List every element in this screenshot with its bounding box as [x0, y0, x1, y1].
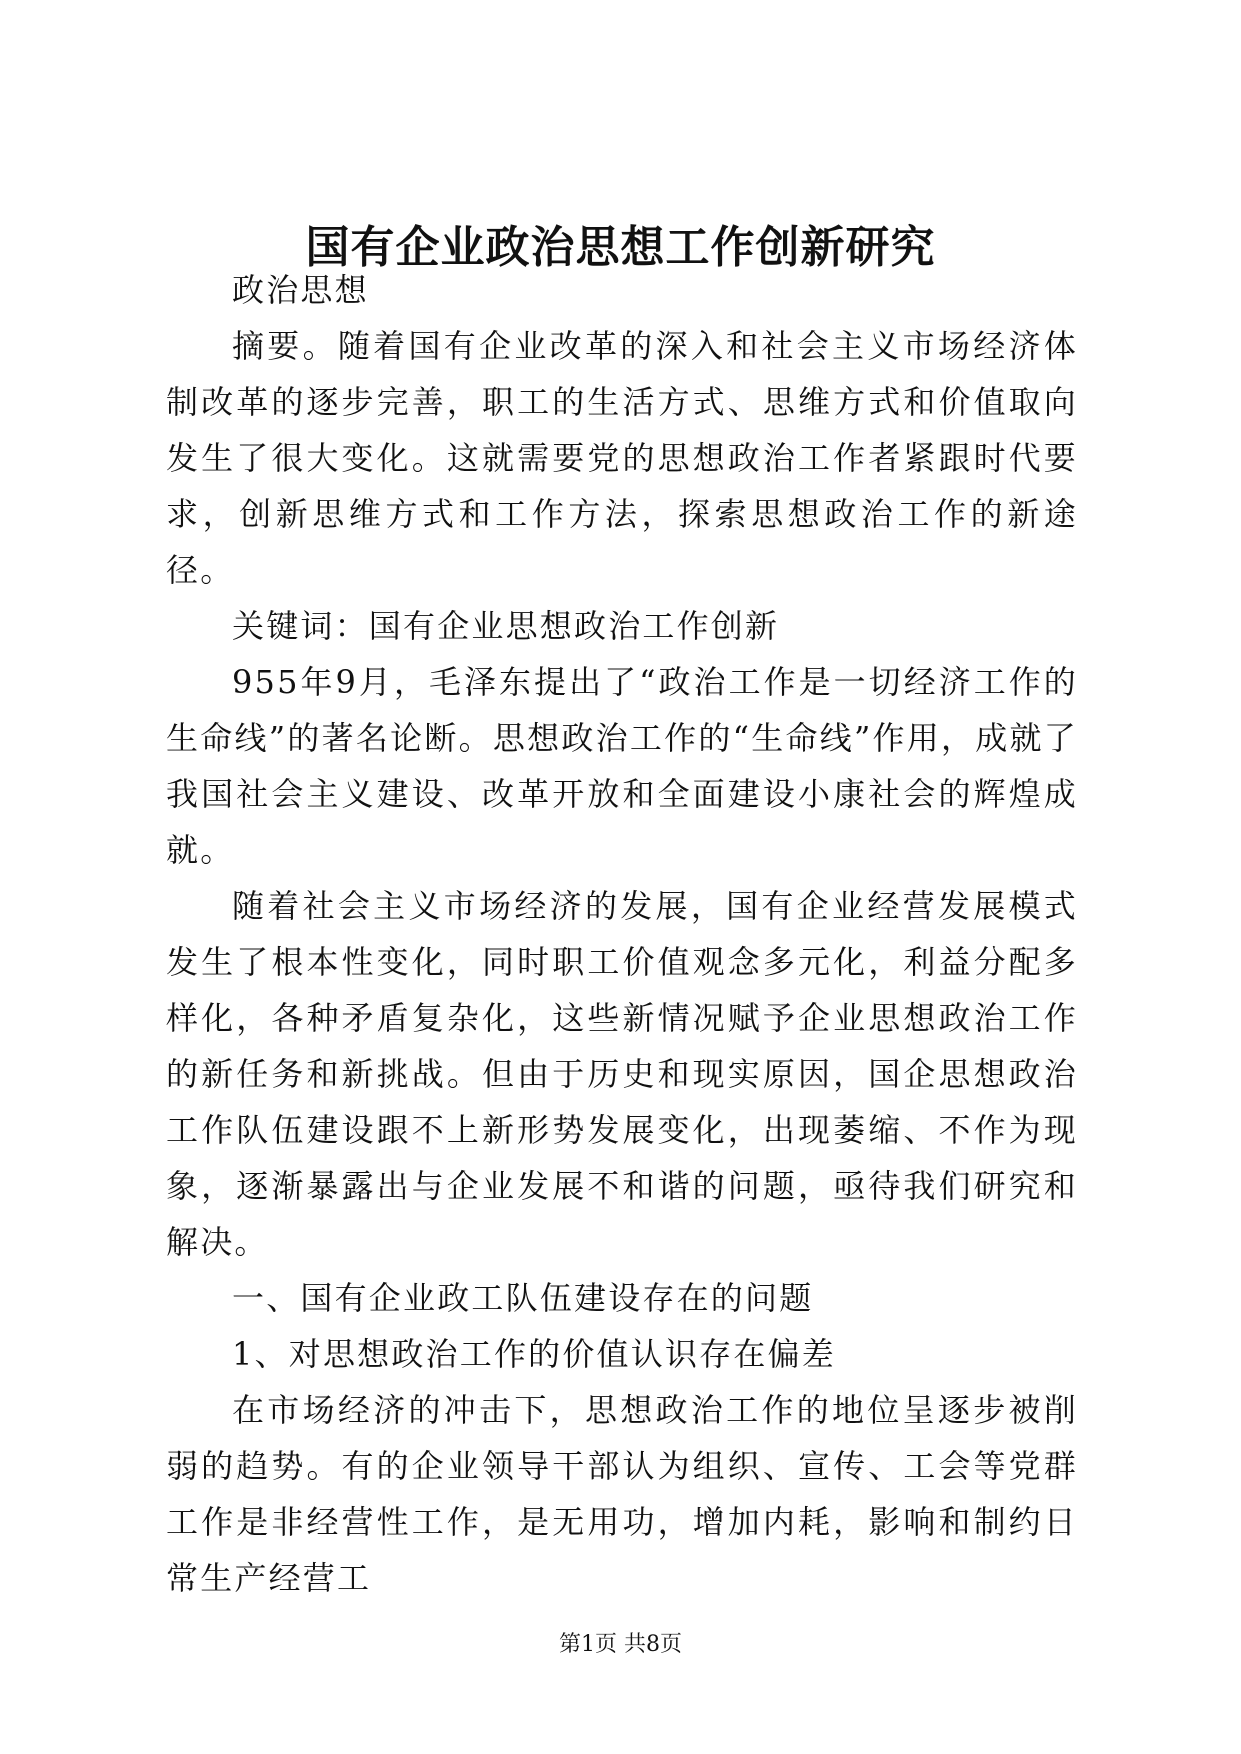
paragraph-intro: 955年9月，毛泽东提出了“政治工作是一切经济工作的生命线”的著名论断。思想政治工作的“生命线”作用，成就了我国社会主义建设、改革开放和全面建设小康社会的辉煌成就。: [166, 663, 1078, 869]
page-number-footer: 第1页 共8页: [559, 1632, 682, 1657]
paragraph-category: 政治思想: [232, 271, 369, 309]
paragraph-abstract: 摘要。随着国有企业改革的深入和社会主义市场经济体制改革的逐步完善，职工的生活方式、思维方式和价值取向发生了很大变化。这就需要党的思想政治工作者紧跟时代要求，创新思维方式和工作方法，探索思想政治工作的新途径。: [166, 327, 1078, 589]
section-heading: 一、国有企业政工队伍建设存在的问题: [232, 1279, 814, 1317]
paragraph-keywords: 关键词：国有企业思想政治工作创新: [232, 607, 780, 645]
paragraph-background: 随着社会主义市场经济的发展，国有企业经营发展模式发生了根本性变化，同时职工价值观念多元化，利益分配多样化，各种矛盾复杂化，这些新情况赋予企业思想政治工作的新任务和新挑战。但由于历史和现实原因，国企思想政治工作队伍建设跟不上新形势发展变化，出现萎缩、不作为现象，逐渐暴露出与企业发展不和谐的问题，亟待我们研究和解决。: [166, 887, 1078, 1261]
subsection-heading: 1、对思想政治工作的价值认识存在偏差: [232, 1335, 836, 1373]
document-body: [166, 262, 1078, 1606]
document-title: 国有企业政治思想工作创新研究: [305, 222, 936, 273]
paragraph-body: 在市场经济的冲击下，思想政治工作的地位呈逐步被削弱的趋势。有的企业领导干部认为组织、宣传、工会等党群工作是非经营性工作，是无用功，增加内耗，影响和制约日常生产经营工: [166, 1391, 1078, 1597]
